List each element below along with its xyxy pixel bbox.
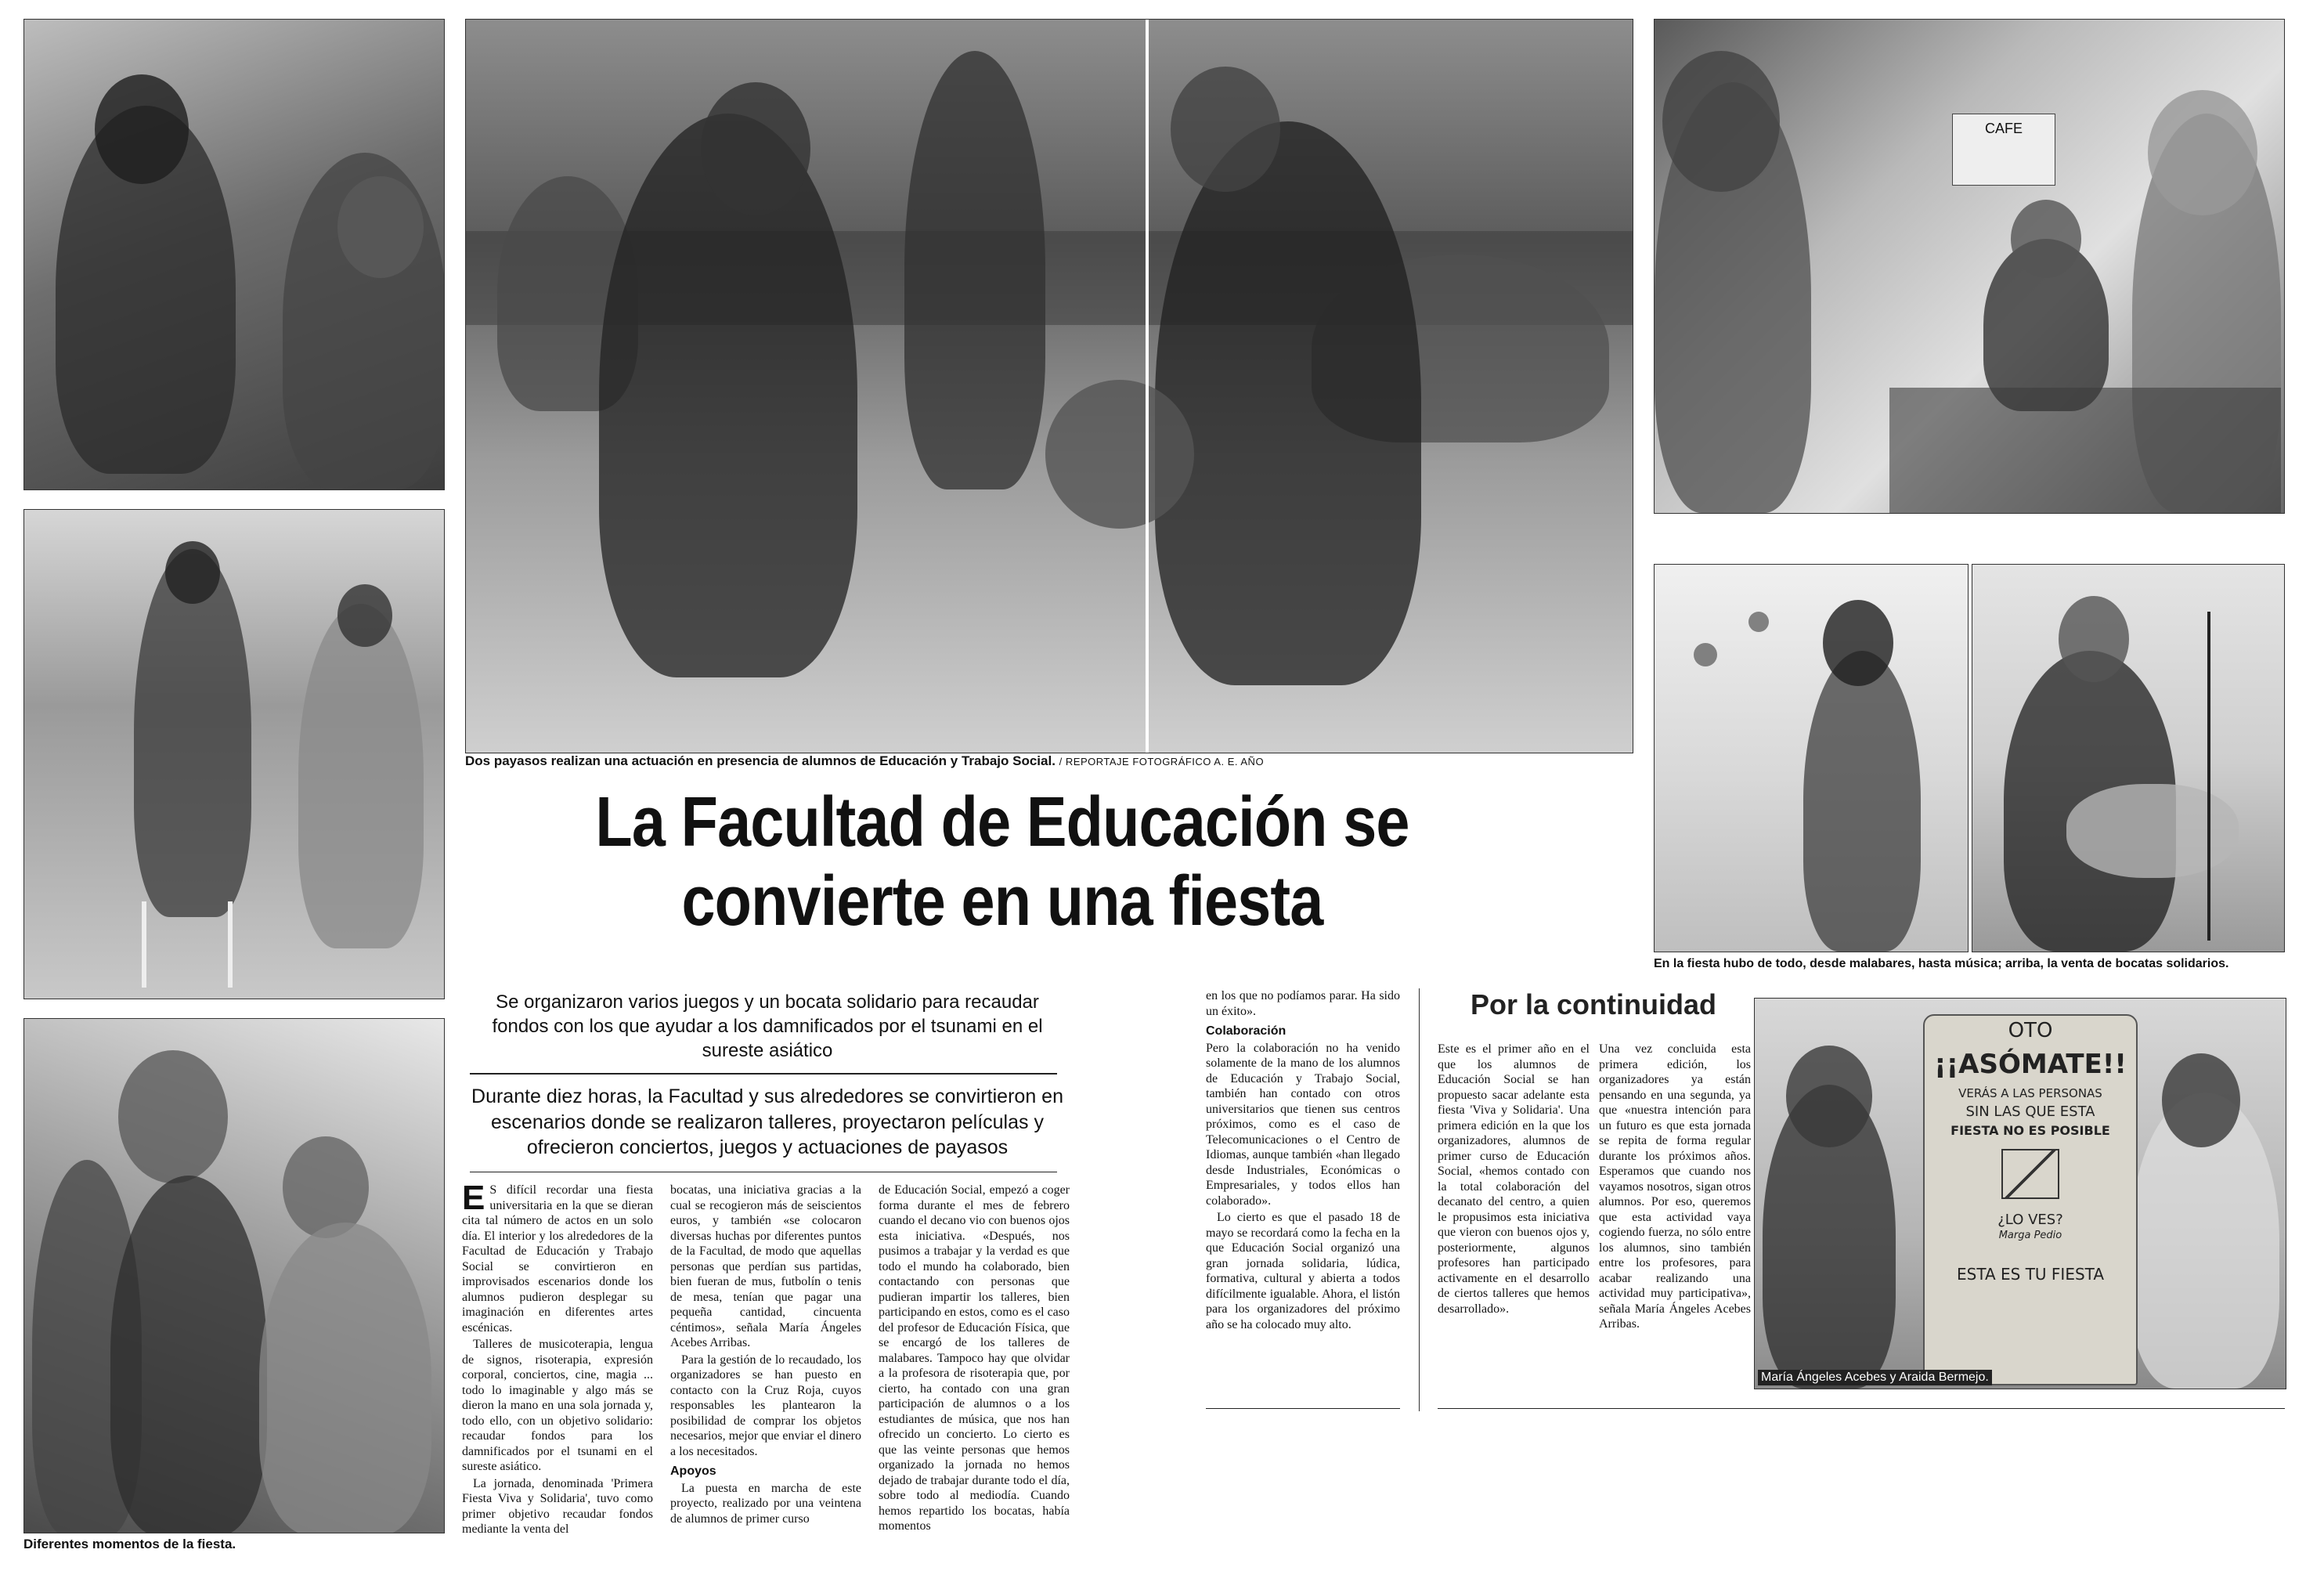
article-paragraph-5: Para la gestión de lo recaudado, los organizadores se han puesto en contacto con la Cruz Roja, cuyos responsables les plantearon la posibilidad de comprar los objetos necesarios, mejor que enviar el dinero a los necesitados.	[670, 1353, 861, 1458]
photo-organizers-sign	[1754, 998, 2286, 1389]
article-paragraph-7: de Educación Social, empezó a coger forma durante el mes de febrero cuando el decano vio con buenos ojos esta iniciativa. «Después, nos pusimos a trabajar y la verdad es que todo el mundo ha colaborado, bien contactando con personas que pudieran impartir los talleres, bien participando en estos, como es el caso del profesor de Educación Física, que se encargó de los talleres de malabares. Tampoco hay que olvidar a la profesora de risoterapia que, por cierto, ha contado con una gran participación de alumnos o a los estudiantes de música, que nos han ofrecido un concierto. Lo cierto es que las veinte personas que hemos organizado la jornada no hemos dejado de trabajar durante todo el día, sobre todo al mediodía. Cuando hemos repartido los bocatas, había momentos	[879, 1183, 1070, 1533]
subtitle-colaboracion: Colaboración	[1206, 1024, 1286, 1038]
sign-top-text: OTO	[2008, 1019, 2053, 1042]
photo-stilts	[23, 509, 445, 999]
box-title: Por la continuidad	[1471, 988, 1717, 1020]
box-left-rule	[1419, 988, 1420, 1411]
box-paragraph-1: Este es el primer año en el que los alumnos de Educación Social se han propuesto sacar adelante esta fiesta 'Viva y Solidaria'. Una primera edición en la que los organizadores, alumnos de primer curso de Educación Social, «hemos contado con la total colaboración del decanato del centro, a quien le propusimos esta iniciativa que vieron con buenos ojos y, posteriormente, algunos profesores han participado activamente en el desarrollo de ciertos talleres que hemos desarrollado».	[1438, 1042, 1590, 1316]
article-column-3	[879, 1183, 1070, 1536]
sign-line-1: VERÁS A LAS PERSONAS	[1958, 1086, 2102, 1100]
sign-line-5: Marga Pedio	[1998, 1230, 2062, 1241]
photo-students-table	[23, 19, 445, 490]
article-paragraph-8: en los que no podíamos parar. Ha sido un éxito».	[1206, 989, 1400, 1018]
article-paragraph-9: Pero la colaboración no ha venido solamente de la mano de los alumnos de Educación y Trabajo Social, también han contado con otros universitarios que tienen sus centros próximos, como es el caso de Telecomunicaciones o el Centro de Idiomas, aunque también «han llegado desde Industriales, Económicas o Empresariales, y todos ellos han colaborado».	[1206, 1041, 1400, 1208]
drop-cap: E	[462, 1179, 485, 1217]
box-column-1	[1438, 1042, 1590, 1318]
caption-left-photos: Diferentes momentos de la fiesta.	[23, 1537, 236, 1551]
headline-line-2: convierte en una fiesta	[681, 861, 1323, 941]
article-paragraph-2: Talleres de musicoterapia, lengua de signos, risoterapia, expresión corporal, conciertos, cine, magia ... todo lo imaginable y algo más se dieron la mano en una sola jornada y, todo ello, con un objetivo solidario: recaudar fondos para los damnificados por el tsunami en el sureste asiático.	[462, 1338, 653, 1474]
box-bottom-rule	[1438, 1408, 2285, 1409]
asomate-sign	[1923, 1014, 2138, 1385]
photo-juggling	[1654, 564, 1969, 952]
sign-line-3: FIESTA NO ES POSIBLE	[1951, 1123, 2110, 1138]
cafe-sign	[1952, 114, 2055, 186]
article-headline	[558, 783, 1446, 941]
article-column-2	[670, 1183, 861, 1528]
photo-clowns-main	[465, 19, 1633, 753]
photo-credit: / REPORTAJE FOTOGRÁFICO A. E. AÑO	[1059, 756, 1265, 768]
photo-bocata-sale	[1654, 19, 2285, 514]
article-paragraph-1: E S difícil recordar una fiesta universitaria en la que se dieran cita tal número de actos en un solo día. El interior y los alrededores de la Facultad de Educación y Trabajo Social se convirtieron en improvisados escenarios donde los alumnos pudieron desplegar su imaginación en diferentes artes escénicas.	[462, 1179, 653, 1335]
article-paragraph-10: Lo cierto es que el pasado 18 de mayo se recordará como la fecha en la que Educación Social organizó una gran jornada solidaria, lúdica, formativa, cultural y abierta a todos difícilmente igualable. Ahora, el listón para los organizadores del próximo año se ha colocado muy alto.	[1206, 1211, 1400, 1331]
sign-box-icon	[2001, 1149, 2059, 1199]
article-column-4	[1206, 988, 1400, 1334]
photo-guitar	[1972, 564, 2285, 952]
sign-line-4: ¿LO VES?	[1997, 1212, 2063, 1228]
caption-right-photos: En la fiesta hubo de todo, desde malabares, hasta música; arriba, la venta de bocatas solidarios.	[1654, 957, 2229, 970]
sign-title: ¡¡ASÓMATE!!	[1934, 1049, 2127, 1080]
article-paragraph-3: La jornada, denominada 'Primera Fiesta Viva y Solidaria', tuvo como primer objetivo recaudar fondos mediante la venta del	[462, 1476, 653, 1537]
photo-sign-language	[23, 1018, 445, 1533]
subhead-deck-1: Se organizaron varios juegos y un bocata solidario para recaudar fondos con los que ayudar a los damnificados por el tsunami en el sureste asiático	[492, 991, 1043, 1062]
cafe-sign-text: CAFE	[1984, 121, 2023, 136]
article-paragraph-4: bocatas, una iniciativa gracias a la cual se recogieron más de seiscientos euros, y también «se colocaron diversas huchas por diferentes puntos de la Facultad, de modo que aquellas personas que perdían sus partidas, bien fueran de mus, futbolín o tenis de mesa, tenían que pagar una pequeña cantidad, cincuenta céntimos», señala María Ángeles Acebes Arribas.	[670, 1183, 861, 1350]
caption-main-text: Dos payasos realizan una actuación en presencia de alumnos de Educación y Trabajo Social.	[465, 753, 1056, 768]
headline-line-1: La Facultad de Educación se	[595, 783, 1409, 861]
article-paragraph-6: La puesta en marcha de este proyecto, realizado por una veintena de alumnos de primer curso	[670, 1481, 861, 1526]
column-4-bottom-rule	[1206, 1408, 1400, 1409]
caption-main-photo	[465, 753, 1264, 769]
sign-line-6: ESTA ES TU FIESTA	[1956, 1265, 2105, 1284]
subhead-deck-2: Durante diez horas, la Facultad y sus alrededores se convirtieron en escenarios donde se realizaron talleres, proyectaron películas y ofrecieron conciertos, juegos y actuaciones de payasos	[471, 1085, 1063, 1158]
sign-line-2: SIN LAS QUE ESTA	[1965, 1103, 2095, 1120]
subtitle-apoyos: Apoyos	[670, 1465, 716, 1479]
caption-box-photo: María Ángeles Acebes y Araida Bermejo.	[1758, 1370, 1992, 1385]
box-column-2	[1599, 1042, 1751, 1334]
deck-rule	[470, 1073, 1057, 1075]
box-paragraph-2: Una vez concluida esta primera edición, los organizadores ya están pensando en una segunda, ya que «nuestra intención para un futuro es que esta jornada se repita de forma regular durante los próximos años. Esperamos que cuando nos vayamos nosotros, sigan otros alumnos. Por eso, queremos que esta actividad vaya cogiendo fuerza, no sólo entre los alumnos, sino también entre los profesores, para acabar realizando una actividad muy participativa», señala María Ángeles Acebes Arribas.	[1599, 1042, 1751, 1331]
article-column-1	[462, 1179, 653, 1539]
